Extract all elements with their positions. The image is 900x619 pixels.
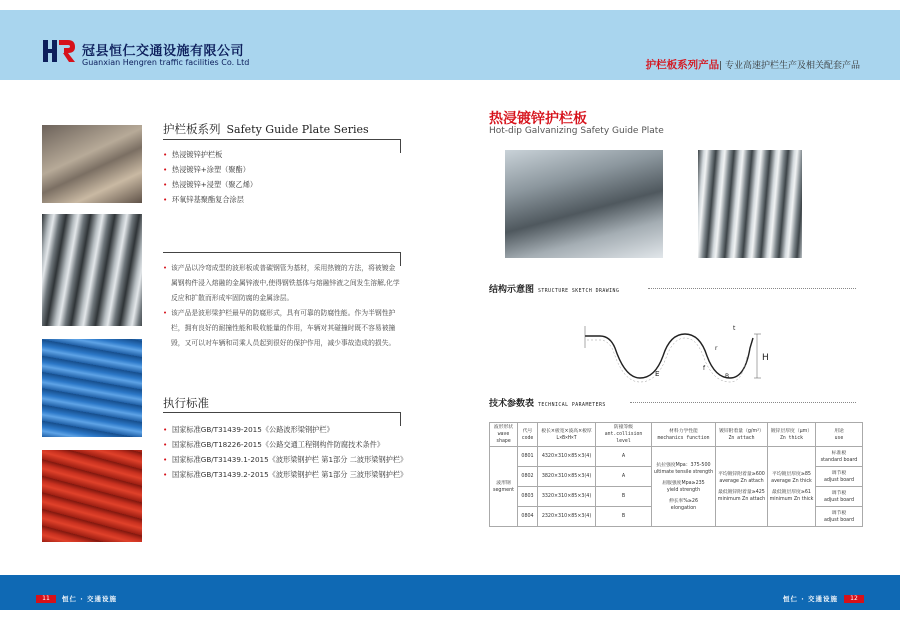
company-logo	[42, 38, 76, 64]
sketch-label-r: r	[715, 345, 718, 352]
product-description	[163, 261, 401, 351]
technical-parameters-table	[489, 422, 863, 527]
col-header: 镀锌层厚度（μm） Zn thick	[768, 423, 816, 447]
cell-level: A	[596, 467, 652, 487]
photo-galvanized-plates	[42, 125, 142, 203]
dotted-rule	[648, 288, 856, 289]
col-header: 板长×板宽×波高×板厚 L×B×H×T	[538, 423, 596, 447]
list-item: • 热浸镀锌+涂塑（聚酯）	[163, 162, 257, 177]
table-header-row	[490, 423, 863, 447]
cell-mechanics: 抗拉强度Mpa：375-500 ultimate tensile strength 屈服强度Mpa≥235 yield strength 伸长率%≥26 elongation	[652, 447, 716, 527]
page-footer	[0, 575, 900, 610]
series-title	[163, 121, 369, 137]
cell-level: B	[596, 507, 652, 527]
series-title-en: Safety Guide Plate Series	[226, 123, 369, 136]
cell-zn-attach: 平均镀锌附着量≥600 average Zn attach 最低镀锌附着量≥425 minimum Zn attach	[716, 447, 768, 527]
photo-red-coated-plates	[42, 450, 142, 542]
col-header: 镀锌附着量（g/m²） Zn attach	[716, 423, 768, 447]
sketch-label-e: E	[655, 370, 660, 378]
sketch-label-t: t	[733, 325, 736, 332]
product-title-en: Hot-dip Galvanizing Safety Guide Plate	[489, 126, 664, 136]
list-item: • 国家标准GB/T31439.2-2015《波形梁钢护栏 第1部分 三波形梁钢护栏》	[163, 467, 407, 482]
sketch-title-en: STRUCTURE SKETCH DRAWING	[538, 289, 620, 294]
tagline-highlight: 护栏板系列产品	[645, 59, 720, 71]
list-item: • 热浸镀锌+浸塑（聚乙烯）	[163, 177, 257, 192]
photo-blue-coated-plates	[42, 339, 142, 437]
footer-slogan-left: 恒仁 · 交通设施	[62, 595, 117, 603]
page-number-left: 11	[36, 595, 56, 603]
list-item: • 热浸镀锌护栏板	[163, 147, 257, 162]
cell-dims: 2320×310×85×3(4)	[538, 507, 596, 527]
sketch-label-b: B	[725, 373, 730, 380]
tagline-text: | 专业高速护栏生产及相关配套产品	[719, 61, 860, 71]
cell-level: A	[596, 447, 652, 467]
dotted-rule	[630, 402, 856, 403]
cell-dims: 4320×310×85×3(4)	[538, 447, 596, 467]
cell-code: 0802	[518, 467, 538, 487]
list-item: • 环氧锌基聚酯复合涂层	[163, 192, 257, 207]
structure-sketch-drawing	[575, 318, 775, 390]
list-item: • 国家标准GB/T18226-2015《公路交通工程钢构件防腐技术条件》	[163, 437, 407, 452]
params-title-en: TECHNICAL PARAMETERS	[538, 403, 606, 408]
sketch-label-h: H	[762, 353, 769, 363]
description-paragraph: • 该产品以冷弯成型的波形板或普碳钢管为基材，采用热镀的方法，将被镀金属钢构件浸入熔融的金属锌液中,使得钢铁基体与熔融锌液之间发生溶解,化学反应和扩散而形成牢固防腐的金属涂层。	[163, 261, 401, 306]
product-title-cn: 热浸镀锌护栏板	[489, 111, 587, 127]
standards-list	[163, 422, 407, 482]
cell-use: 调节板 adjust board	[816, 467, 863, 487]
page-number-right: 12	[844, 595, 864, 603]
sketch-title-cn: 结构示意图	[489, 285, 535, 295]
list-item: • 国家标准GB/T31439.1-2015《波形梁钢护栏 第1部分 二波形梁钢护栏》	[163, 452, 407, 467]
footer-slogan-right: 恒仁 · 交通设施	[783, 595, 838, 603]
photo-stacked-plates	[42, 214, 142, 326]
col-header: 材料力学性能 mechanics function	[652, 423, 716, 447]
cell-use: 标准板 standard board	[816, 447, 863, 467]
col-header: 用途 use	[816, 423, 863, 447]
header-tagline	[646, 57, 860, 72]
col-header: 防撞等级 ant.collision level	[596, 423, 652, 447]
photo-guardrail-installed	[505, 150, 663, 258]
company-name-en: Guanxian Hengren traffic facilities Co. Ltd	[82, 58, 250, 67]
table-row	[490, 447, 863, 467]
cell-dims: 3320×310×85×3(4)	[538, 487, 596, 507]
params-title-cn: 技术参数表	[489, 399, 535, 409]
company-name-cn: 冠县恒仁交通设施有限公司	[82, 44, 245, 59]
cell-zn-thick: 平均镀层厚度≥85 average Zn thick 最低镀层厚度≥61 minimum Zn thick	[768, 447, 816, 527]
cell-code: 0804	[518, 507, 538, 527]
page-header	[0, 10, 900, 80]
col-header: 代号 code	[518, 423, 538, 447]
cell-use: 调节板 adjust board	[816, 487, 863, 507]
cell-dims: 3820×310×85×3(4)	[538, 467, 596, 487]
cell-level: B	[596, 487, 652, 507]
cell-code: 0801	[518, 447, 538, 467]
sketch-heading	[489, 282, 619, 295]
photo-guardrail-stack	[698, 150, 802, 258]
list-item: • 国家标准GB/T31439-2015《公路波形梁钢护栏》	[163, 422, 407, 437]
series-title-cn: 护栏板系列	[163, 122, 221, 136]
series-list	[163, 147, 257, 207]
col-header: 波形形状 wave shape	[490, 423, 518, 447]
description-paragraph: • 该产品是波形梁护栏最早的防腐形式，具有可靠的防腐性能。作为半钢性护栏，拥有良好的耐撞性能和吸收能量的作用，车辆对其碰撞时既不容易被撞毁，又可以对车辆和司乘人员起到很好的保护作用，减少事故造成的损失。	[163, 306, 401, 351]
standards-title: 执行标准	[163, 396, 209, 410]
cell-code: 0803	[518, 487, 538, 507]
cell-wave-shape: 波形钢 segment	[490, 447, 518, 527]
cell-use: 调节板 adjust board	[816, 507, 863, 527]
params-heading	[489, 396, 606, 409]
sketch-label-f: f	[703, 365, 706, 372]
